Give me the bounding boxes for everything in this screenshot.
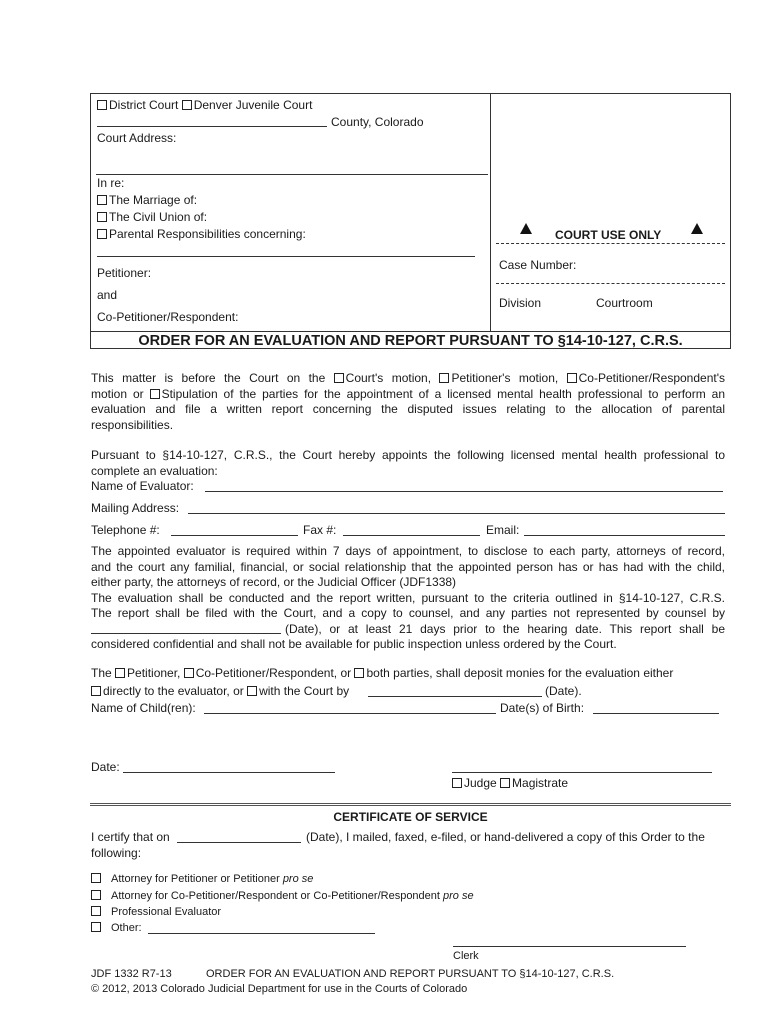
- county-suffix: County, Colorado: [331, 115, 424, 129]
- intro-paragraph: [91, 371, 725, 433]
- appoint-line-1: Pursuant to §14-10-127, C.R.S., the Court hereby appoints the following licensed mental health professional to: [91, 448, 725, 462]
- certificate-heading: CERTIFICATE OF SERVICE: [333, 810, 488, 824]
- telephone-field[interactable]: [171, 535, 298, 536]
- triangle-up-right-icon: [691, 223, 703, 237]
- court-address-label: Court Address:: [97, 131, 177, 145]
- intro-text: This matter is before the Court on the: [91, 371, 334, 385]
- disclosure-line-2: and the court any familial, financial, or social relationship that the appointed person has or has had with the child,: [91, 559, 725, 574]
- recipient-other-field[interactable]: [148, 933, 375, 934]
- parental-responsibilities-option: [97, 227, 306, 241]
- disclosure-line-1: The appointed evaluator is required within 7 days of appointment, to disclose to each party, attorneys of record,: [91, 544, 725, 558]
- form-id: JDF 1332 R7-13: [91, 968, 172, 980]
- petitioners-motion-label: Petitioner's motion,: [451, 371, 567, 385]
- stipulation-checkbox[interactable]: [150, 389, 160, 399]
- recipient-other: [91, 922, 142, 935]
- magistrate-checkbox[interactable]: [500, 778, 510, 788]
- triangle-up-left-icon: [520, 223, 532, 237]
- fax-field[interactable]: [343, 535, 480, 536]
- dob-label: Date(s) of Birth:: [500, 701, 585, 715]
- date-field[interactable]: [123, 772, 335, 773]
- date-label: Date:: [91, 760, 120, 774]
- parental-responsibilities-label: Parental Responsibilities concerning:: [109, 227, 306, 241]
- evaluator-name-field[interactable]: [205, 491, 723, 492]
- court-use-divider: [496, 243, 725, 244]
- respondent-label: Co-Petitioner/Respondent:: [97, 310, 239, 324]
- stipulation-label: Stipulation of the parties for the appointment of a licensed mental health professional to perform an: [161, 386, 725, 401]
- recipient-copetitioner: [91, 890, 474, 903]
- judge-checkbox[interactable]: [452, 778, 462, 788]
- judge-label: Judge: [464, 776, 501, 790]
- court-use-only-label: COURT USE ONLY: [555, 228, 662, 242]
- parties-name-field[interactable]: [97, 256, 475, 257]
- evaluator-name-label: Name of Evaluator:: [91, 479, 194, 493]
- disclosure-line-5: The report shall be filed with the Court, and a copy to counsel, and any parties not represented by counsel by: [91, 606, 725, 620]
- recipient-petitioner: [91, 873, 313, 886]
- courts-motion-label: Court's motion,: [345, 371, 440, 385]
- recipient-petitioner-label: Attorney for Petitioner or Petitioner: [111, 873, 283, 885]
- copetitioners-motion-label: Co-Petitioner/Respondent's: [578, 371, 725, 385]
- civil-union-label: The Civil Union of:: [109, 210, 208, 224]
- deposit-petitioner-label: Petitioner,: [127, 666, 184, 680]
- marriage-option: [97, 193, 197, 207]
- deposit-copetitioner-checkbox[interactable]: [184, 668, 194, 678]
- deposit-direct-label: directly to the evaluator, or: [103, 684, 248, 698]
- email-field[interactable]: [524, 535, 725, 536]
- magistrate-label: Magistrate: [512, 776, 569, 790]
- disclosure-line-4: The evaluation shall be conducted and the report written, pursuant to the criteria outlined in §14-10-127, C.R.S.: [91, 590, 725, 605]
- courtroom-label: Courtroom: [596, 296, 653, 310]
- recipient-other-checkbox[interactable]: [91, 922, 101, 932]
- recipient-petitioner-pro-se: pro se: [282, 873, 314, 885]
- certify-start: I certify that on: [91, 830, 170, 844]
- denver-juvenile-court-checkbox[interactable]: [182, 100, 192, 110]
- following-label: following:: [91, 846, 142, 860]
- civil-union-option: [97, 210, 207, 224]
- parental-responsibilities-checkbox[interactable]: [97, 229, 107, 239]
- email-label: Email:: [486, 523, 520, 537]
- case-number-field[interactable]: [496, 283, 725, 284]
- deposit-the: The: [91, 666, 116, 680]
- petitioner-label: Petitioner:: [97, 266, 152, 280]
- deposit-date-field[interactable]: [368, 696, 542, 697]
- order-title: ORDER FOR AN EVALUATION AND REPORT PURSUANT TO §14-10-127, C.R.S.: [138, 333, 683, 349]
- recipient-copetitioner-pro-se: pro se: [443, 890, 474, 902]
- petitioners-motion-checkbox[interactable]: [439, 373, 449, 383]
- recipient-evaluator: [91, 906, 221, 919]
- deposit-both-label: both parties, shall deposit monies for the evaluation either: [366, 666, 674, 680]
- title-divider: [90, 331, 731, 332]
- motion-text: motion or: [91, 386, 150, 401]
- dob-field[interactable]: [593, 713, 719, 714]
- intro-line-3: evaluation and file a written report concerning the disputed issues relating to the allocation of parental: [91, 402, 725, 416]
- copyright: © 2012, 2013 Colorado Judicial Department for use in the Courts of Colorado: [91, 983, 468, 995]
- deposit-date-suffix: (Date).: [545, 684, 582, 698]
- deposit-court-checkbox[interactable]: [247, 686, 257, 696]
- civil-union-checkbox[interactable]: [97, 212, 107, 222]
- intro-line-4: responsibilities.: [91, 417, 174, 432]
- disclosure-line-6: (Date), or at least 21 days prior to the hearing date. This report shall be: [285, 621, 725, 636]
- clerk-label: Clerk: [453, 950, 479, 962]
- disclosure-paragraph: [91, 544, 725, 653]
- telephone-label: Telephone #:: [91, 523, 160, 537]
- deposit-both-checkbox[interactable]: [354, 668, 364, 678]
- disclosure-line-7: considered confidential and shall not be available for public inspection unless ordered by the Court.: [91, 637, 617, 651]
- form-title: ORDER FOR AN EVALUATION AND REPORT PURSUANT TO §14-10-127, C.R.S.: [206, 968, 615, 980]
- court-type-row: [97, 98, 312, 112]
- children-field[interactable]: [204, 713, 496, 714]
- recipient-evaluator-label: Professional Evaluator: [111, 906, 222, 918]
- in-re-label: In re:: [97, 176, 125, 190]
- district-court-checkbox[interactable]: [97, 100, 107, 110]
- fax-label: Fax #:: [303, 523, 337, 537]
- courts-motion-checkbox[interactable]: [334, 373, 344, 383]
- caption-divider: [490, 93, 491, 331]
- mailing-address-label: Mailing Address:: [91, 501, 180, 515]
- marriage-checkbox[interactable]: [97, 195, 107, 205]
- mailing-address-field[interactable]: [188, 513, 725, 514]
- certify-rest: (Date), I mailed, faxed, e-filed, or hand-delivered a copy of this Order to the: [306, 830, 705, 844]
- recipient-petitioner-checkbox[interactable]: [91, 873, 101, 883]
- county-name-field[interactable]: [97, 126, 327, 127]
- appoint-paragraph: [91, 448, 725, 479]
- deposit-copetitioner-label: Co-Petitioner/Respondent, or: [195, 666, 355, 680]
- division-label: Division: [499, 296, 542, 310]
- deposit-petitioner-checkbox[interactable]: [115, 668, 125, 678]
- disclosure-line-3: either party, the attorneys of record, or the Judicial Officer (JDF1338): [91, 575, 457, 589]
- judge-signature-field[interactable]: [452, 772, 712, 773]
- deposit-direct-checkbox[interactable]: [91, 686, 101, 696]
- deposit-row-2: [91, 684, 349, 698]
- recipient-copetitioner-checkbox[interactable]: [91, 890, 101, 900]
- district-court-label: District Court: [109, 98, 179, 112]
- court-address-field[interactable]: [96, 174, 488, 175]
- service-date-field[interactable]: [177, 842, 301, 843]
- clerk-signature-field[interactable]: [453, 946, 686, 947]
- recipient-evaluator-checkbox[interactable]: [91, 906, 101, 916]
- report-date-field[interactable]: [91, 633, 281, 634]
- and-label: and: [97, 288, 118, 302]
- children-label: Name of Child(ren):: [91, 701, 196, 715]
- deposit-court-label: with the Court by: [259, 684, 350, 698]
- deposit-row-1: [91, 666, 725, 680]
- certificate-divider: [90, 803, 731, 806]
- recipient-copetitioner-label: Attorney for Co-Petitioner/Respondent or Co-Petitioner/Respondent: [111, 890, 444, 902]
- case-number-label: Case Number:: [499, 258, 577, 272]
- denver-juvenile-court-label: Denver Juvenile Court: [193, 98, 313, 112]
- appoint-line-2: complete an evaluation:: [91, 463, 218, 478]
- marriage-label: The Marriage of:: [109, 193, 198, 207]
- judicial-officer-row: [452, 776, 568, 790]
- recipient-other-label: Other:: [111, 922, 142, 934]
- copetitioners-motion-checkbox[interactable]: [567, 373, 577, 383]
